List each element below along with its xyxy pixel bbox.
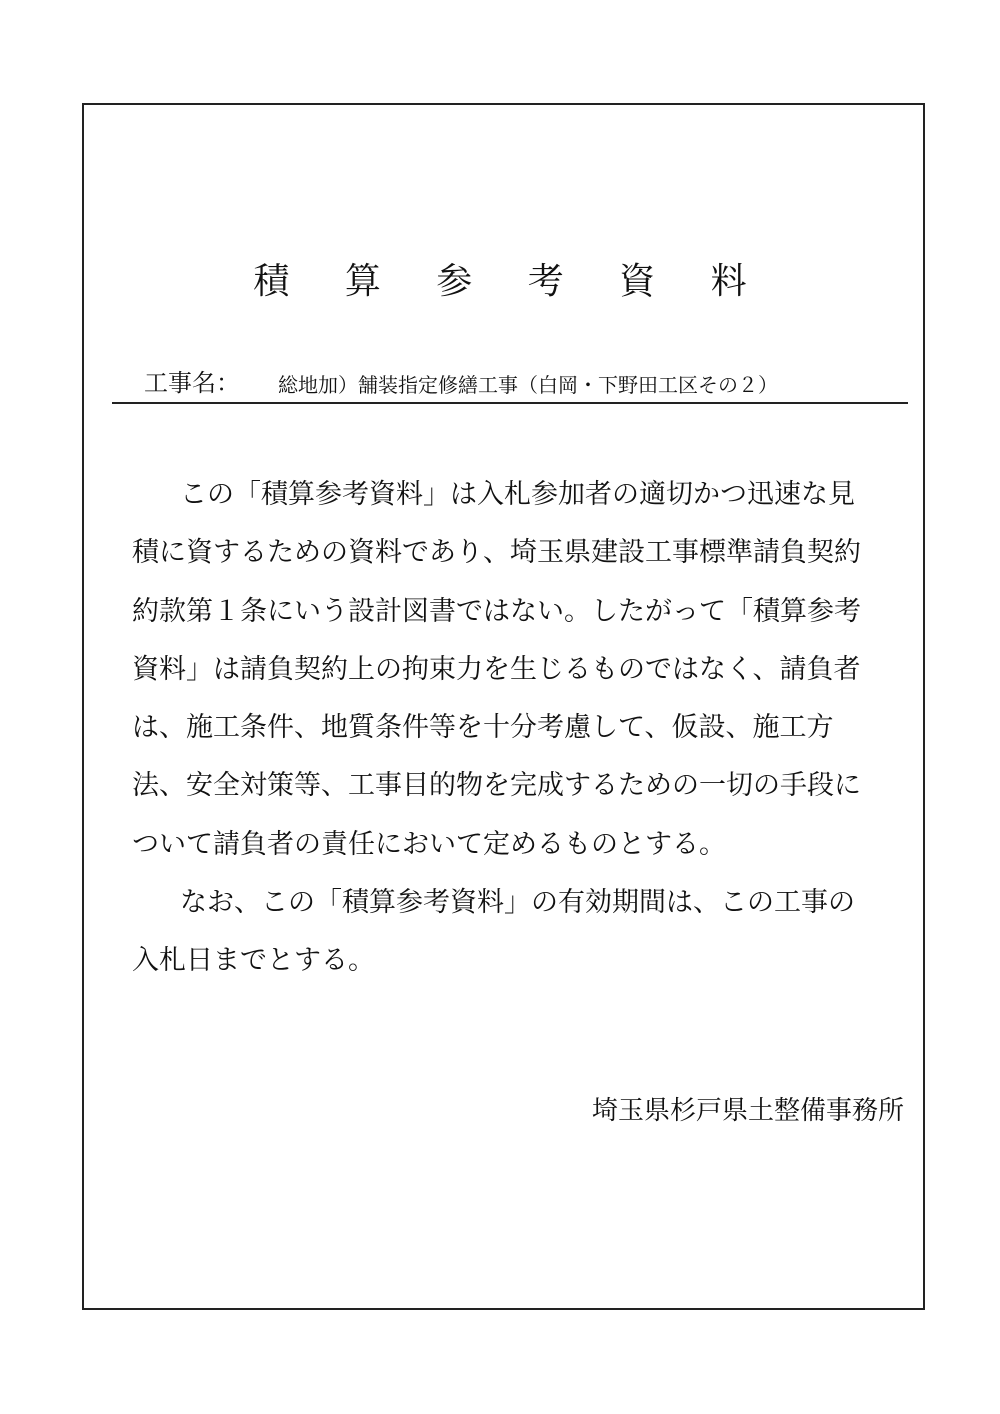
body-line: 資料」は請負契約上の拘束力を生じるものではなく、請負者 <box>132 653 861 685</box>
body-line: 約款第１条にいう設計図書ではない。したがって「積算参考 <box>132 595 861 627</box>
project-label: 工事名： <box>144 369 240 397</box>
issuer-name: 埼玉県杉戸県土整備事務所 <box>591 1096 904 1126</box>
body-line: 法、安全対策等、工事目的物を完成するための一切の手段に <box>132 770 861 802</box>
project-row <box>112 364 908 404</box>
project-name: 総地加）舗装指定修繕工事（白岡・下野田工区その２） <box>278 373 778 397</box>
document-title: 積 算 参 考 資 料 <box>253 261 769 302</box>
body-line: 入札日までとする。 <box>132 945 375 977</box>
body-paragraphs <box>132 480 922 1005</box>
body-line: なお、この「積算参考資料」の有効期間は、この工事の <box>180 887 855 919</box>
body-line: ついて請負者の責任において定めるものとする。 <box>132 828 726 860</box>
body-line: は、施工条件、地質条件等を十分考慮して、仮設、施工方 <box>132 712 834 744</box>
body-line: この「積算参考資料」は入札参加者の適切かつ迅速な見 <box>180 479 855 510</box>
body-line: 積に資するための資料であり、埼玉県建設工事標準請負契約 <box>132 537 861 569</box>
